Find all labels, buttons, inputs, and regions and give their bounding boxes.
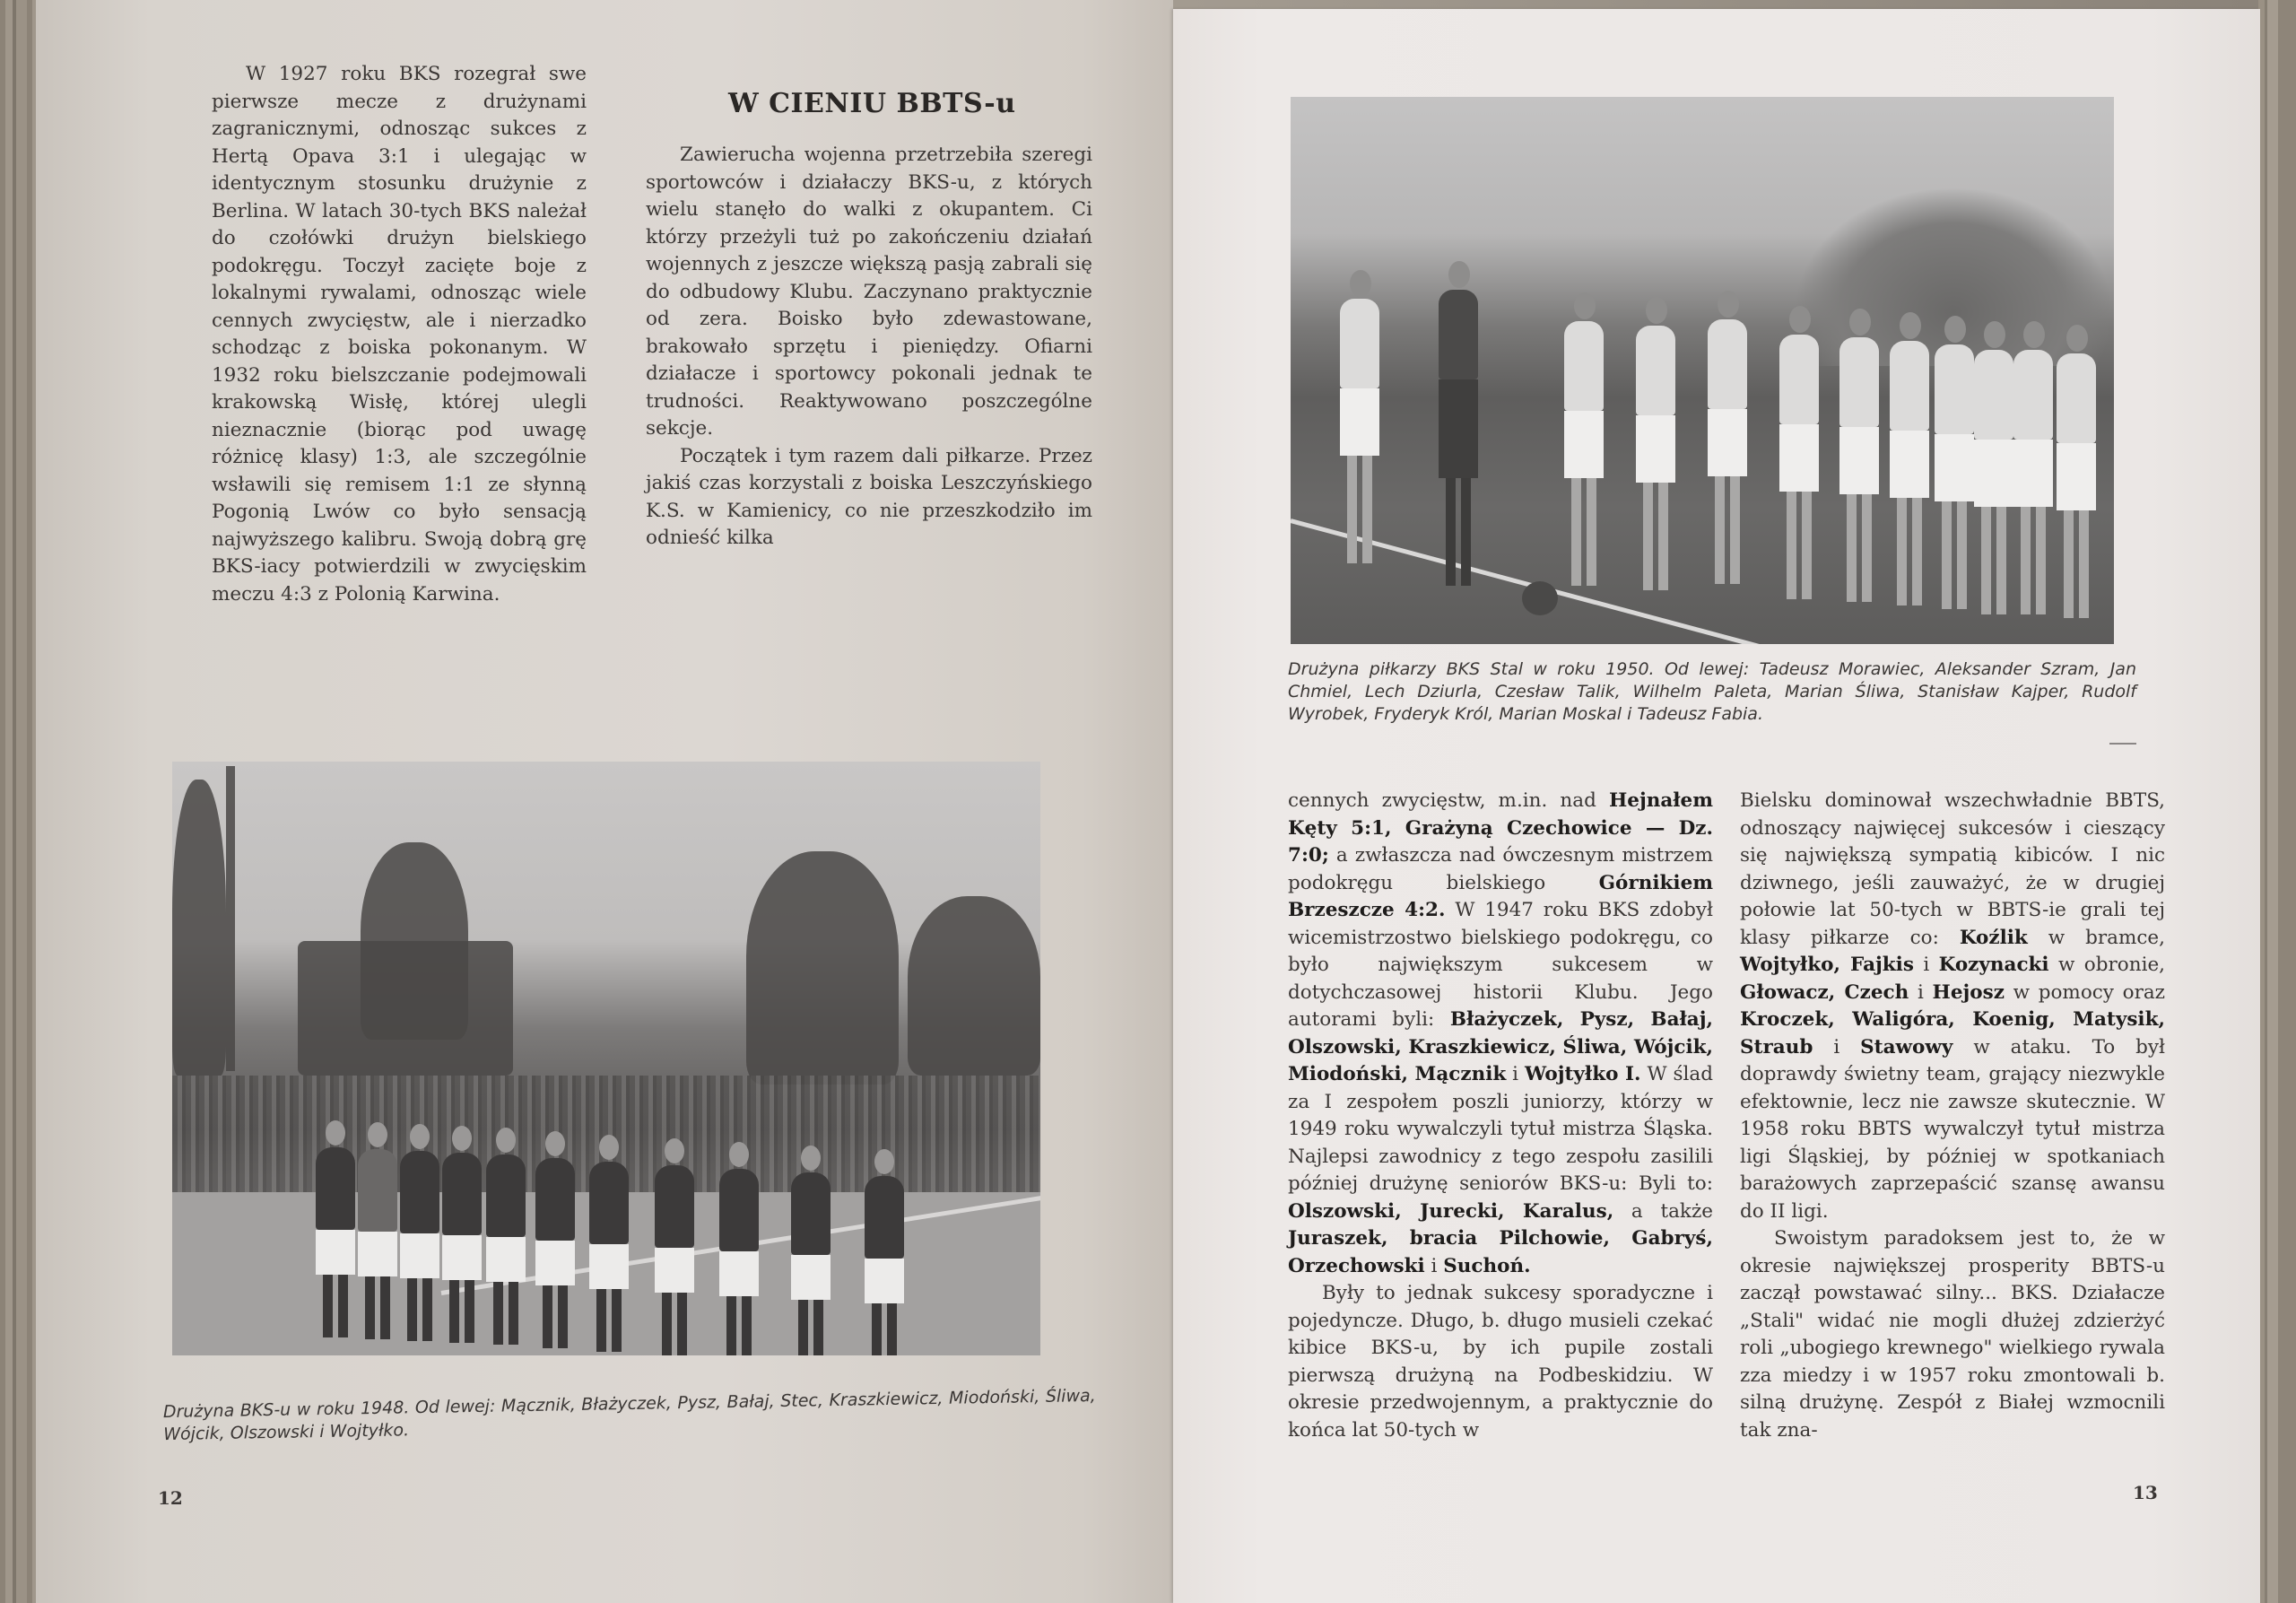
page-number-right: 13 [2133,1482,2158,1503]
col2-paragraph-2: Swoistym paradoksem jest to, że w okresie największej prosperity BBTS-u zaczął powstawać silny... BKS. Działacze „Stali" widać nie mogli dłużej zdzierżyć roli „ubogiego krewnego" wielkiego rywala zza miedzy i w 1957 roku zmontowali b. silną drużynę. Zespół z Białej wzmocnili tak zna- [1740,1227,2165,1442]
table-surface-right [2258,0,2296,1603]
right-page [1173,9,2260,1603]
team-photo-1950 [1291,97,2114,644]
section-paragraph-1: Zawierucha wojenna przetrzebiła szeregi sportowców i działaczy BKS-u, z których wielu stanęło do walki z okupantem. Ci którzy przeżyli tuż po zakończeniu działań wojennych z jeszcze większą pasją zabrali się do odbudowy Klubu. Zaczynano praktycznie od zera. Boisko było zdewastowane, brakowało sprzętu i pieniędzy. Ofiarni działacze i sportowcy pokonali jednak te trudności. Reaktywowano poszczególne sekcje. [646,144,1092,440]
team-photo-1948 [172,762,1040,1355]
right-column-2 [1740,788,2165,1444]
table-surface-left [0,0,39,1603]
section-paragraph-2: Początek i tym razem dali piłkarze. Przez jakiś czas korzystali z boiska Leszczyńskiego K.S. w Kamienicy, co nie przeszkodziło im odnieść kilka [646,444,1092,549]
photo-1950-caption: Drużyna piłkarzy BKS Stal w roku 1950. Od lewej: Tadeusz Morawiec, Aleksander Szram, Jan Chmiel, Lech Dziurla, Czesław Talik, Wilhelm Paleta, Marian Śliwa, Stanisław Kajper, Rudolf Wyrobek, Fryderyk Król, Marian Moskal i Tadeusz Fabia. [1288,659,2136,724]
intro-column [212,61,587,608]
left-page [36,0,1173,1603]
section-column [646,142,1092,553]
page-number-left: 12 [158,1487,183,1509]
photo-1948-caption: Drużyna BKS-u w roku 1948. Od lewej: Mącznik, Błażyczek, Pysz, Bałaj, Stec, Kraszkiewicz, Miodoński, Śliwa, Wójcik, Olszowski i Wojtyłko. [162,1385,1096,1445]
col1-paragraph-2: Były to jednak sukcesy sporadyczne i pojedyncze. Długo, b. długo musieli czekać kibice BKS-u, by ich pupile zostali pierwszą drużyną na Podbeskidziu. W okresie przedwojennym, a praktycznie do końca lat 50-tych w [1288,1282,1713,1442]
caption-end-mark [2109,743,2136,745]
right-column-1 [1288,788,1713,1444]
section-heading: W CIENIU BBTS-u [728,88,1016,119]
col1-paragraph-1: cennych zwycięstw, m.in. nad Hejnałem Kęty 5:1, Grażyną Czechowice — Dz. 7:0; a zwłaszcza nad ówczesnym mistrzem podokręgu bielskiego Górnikiem Brzeszcze 4:2. W 1947 roku BKS zdobył wicemistrzostwo bielskiego podokręgu, co było największym sukcesem w dotychczasowej historii Klubu. Jego autorami byli: Błażyczek, Pysz, Bałaj, Olszowski, Kraszkiewicz, Śliwa, Wójcik, Miodoński, Mącznik i Wojtyłko I. W ślad za I zespołem poszli juniorzy, którzy w 1949 roku wywalczyli tytuł mistrza Śląska. Najlepsi zawodnicy z tego zespołu zasilili później drużynę seniorów BKS-u: Byli to: Olszowski, Jurecki, Karalus, a także Juraszek, bracia Pilchowie, Gabryś, Orzechowski i Suchoń. [1288,789,1713,1277]
col2-paragraph-1: Bielsku dominował wszechwładnie BBTS, odnoszący najwięcej sukcesów i cieszący się największą sympatią kibiców. I nic dziwnego, jeśli zauważyć, że w drugiej połowie lat 50-tych w BBTS-ie grali tej klasy piłkarze co: Koźlik w bramce, Wojtyłko, Fajkis i Kozynacki w obronie, Głowacz, Czech i Hejosz w pomocy oraz Kroczek, Waligóra, Koenig, Matysik, Straub i Stawowy w ataku. To był doprawdy świetny team, grający niezwykle efektownie, lecz nie zawsze skutecznie. W 1958 roku BBTS wywalczył tytuł mistrza ligi Śląskiej, by później w spotkaniach barażowych zaprzepaścić szansę awansu do II ligi. [1740,789,2166,1223]
intro-paragraph: W 1927 roku BKS rozegrał swe pierwsze mecze z drużynami zagranicznymi, odnosząc sukces z Hertą Opava 3:1 i ulegając w identycznym stosunku drużynie z Berlina. W latach 30-tych BKS należał do czołówki drużyn bielskiego podokręgu. Toczył zacięte boje z lokalnymi rywalami, odnosząc wiele cennych zwycięstw, ale i nierzadko schodząc z boiska pokonanym. W 1932 roku bielszczanie podejmowali krakowską Wisłę, której ulegli nieznacznie (biorąc pod uwagę różnicę klasy) 1:3, ale szczególnie wsławili się remisem 1:1 ze słynną Pogonią Lwów co było sensacją najwyższego kalibru. Swoją dobrą grę BKS-iacy potwierdzili w zwycięskim meczu 4:3 z Polonią Karwina. [212,63,587,605]
